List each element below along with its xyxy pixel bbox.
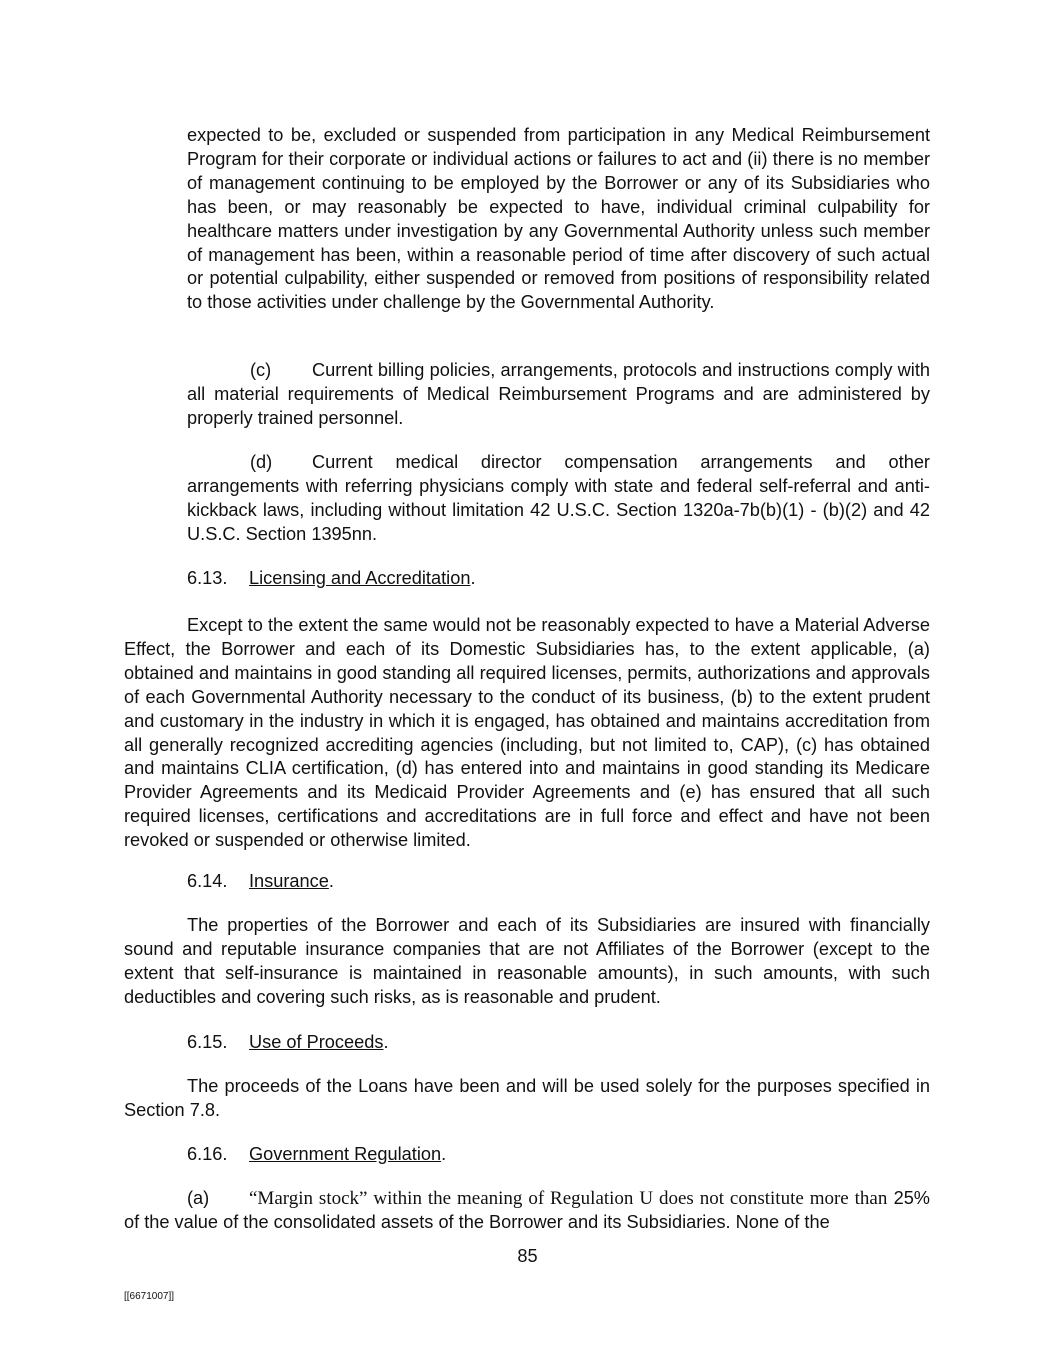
section-number: 6.13.: [187, 568, 228, 588]
section-title: Licensing and Accreditation: [249, 568, 471, 588]
clause-c-text: Current billing policies, arrangements, protocols and instructions comply with all material requirements of Medical Reimbursement Programs and are administered by properly trained personnel.: [187, 360, 930, 428]
clause-a-text-rest: 25% of the value of the consolidated assets of the Borrower and its Subsidiaries. None of the: [124, 1188, 930, 1232]
paragraph-continuation: expected to be, excluded or suspended from participation in any Medical Reimbursement Program for their corporate or individual actions or failures to act and (ii) there is no member of management continuing to be employed by the Borrower or any of its Subsidiaries who has been, or may reasonably be expected to have, individual criminal culpability for healthcare matters under investigation by any Governmental Authority unless such member of management has been, within a reasonable period of time after discovery of such actual or potential culpability, either suspended or removed from positions of responsibility related to those activities under challenge by the Governmental Authority.: [187, 125, 930, 313]
section-number: 6.16.: [187, 1144, 228, 1164]
clause-a-label: (a): [187, 1188, 210, 1208]
section-6-13-body: Except to the extent the same would not be reasonably expected to have a Material Adverse Effect, the Borrower and each of its Domestic Subsidiaries has, to the extent applicable, (a) obtained and maintains in good standing all required licenses, permits, authorizations and approvals of each Governmental Authority necessary to the conduct of its business, (b) to the extent prudent and customary in the industry in which it is engaged, has obtained and maintains accreditation from all generally recognized accrediting agencies (including, but not limited to, CAP), (c) has obtained and maintains CLIA certification, (d) has entered into and maintains in good standing its Medicare Provider Agreements and its Medicaid Provider Agreements and (e) has ensured that all such required licenses, certifications and accreditations are in full force and effect and have not been revoked or suspended or otherwise limited.: [124, 615, 930, 851]
section-number: 6.14.: [187, 871, 228, 891]
clause-d-text: Current medical director compensation arrangements and other arrangements with referring physicians comply with state and federal self-referral and anti-kickback laws, including without limitation 42 U.S.C. Section 1320a-7b(b)(1) - (b)(2) and 42 U.S.C. Section 1395nn.: [187, 452, 930, 544]
clause-d: [187, 451, 930, 547]
section-6-15-body: The proceeds of the Loans have been and will be used solely for the purposes specified in Section 7.8.: [124, 1076, 930, 1120]
section-title: Government Regulation: [249, 1144, 442, 1164]
document-id: [[6671007]]: [124, 1291, 175, 1302]
clause-c-label: (c): [250, 360, 272, 380]
section-title: Insurance: [249, 871, 329, 891]
section-heading-6-15: 6.15. Use of Proceeds.: [187, 1031, 389, 1055]
section-title: Use of Proceeds: [249, 1032, 384, 1052]
page-number: 85: [517, 1246, 538, 1266]
section-number: 6.15.: [187, 1032, 228, 1052]
clause-d-label: (d): [250, 452, 273, 472]
clause-a-text-serif: “Margin stock” within the meaning of Regulation U does not constitute more than: [249, 1188, 888, 1209]
section-heading-6-14: 6.14. Insurance.: [187, 870, 334, 894]
clause-c: [187, 359, 930, 431]
clause-a: [124, 1187, 930, 1235]
section-heading-6-16: 6.16. Government Regulation.: [187, 1143, 446, 1167]
section-heading-6-13: 6.13. Licensing and Accreditation.: [187, 567, 476, 591]
section-6-14-body: The properties of the Borrower and each of its Subsidiaries are insured with financially sound and reputable insurance companies that are not Affiliates of the Borrower (except to the extent that self-insurance is maintained in reasonable amounts), in such amounts, with such deductibles and covering such risks, as is reasonable and prudent.: [124, 915, 930, 1007]
